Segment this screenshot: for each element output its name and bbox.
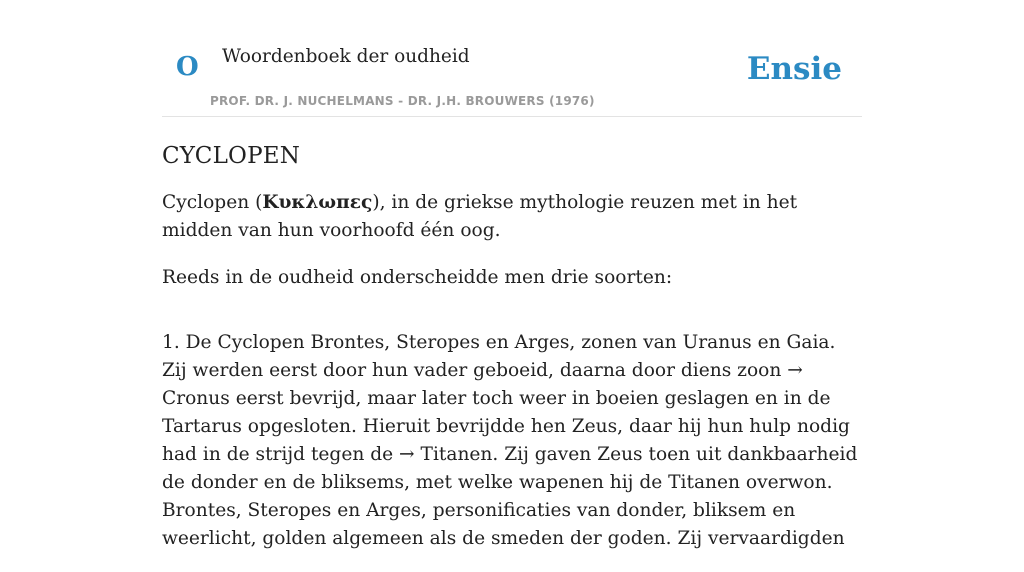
entry-paragraph bbox=[162, 189, 862, 245]
entry-paragraph: Reeds in de oudheid onderscheidde men drie soorten: bbox=[162, 267, 673, 288]
paragraph-text: Cyclopen ( bbox=[162, 192, 263, 213]
cross-reference-cronus-link[interactable]: → Cronus bbox=[162, 360, 803, 409]
entry-title: CYCLOPEN bbox=[162, 143, 301, 169]
paragraph-text: eerst bevrijd, maar later toch weer in boeien geslagen en in de Tartarus opgesloten. Hieruit bevrijdde hen Zeus, daar hij hun hulp nodig had in de strijd tegen de bbox=[162, 388, 850, 465]
book-authors: PROF. DR. J. NUCHELMANS - DR. J.H. BROUWERS (1976) bbox=[210, 94, 595, 108]
ensie-logo-link[interactable]: Ensie bbox=[746, 51, 842, 87]
page-header bbox=[162, 0, 862, 117]
letter-index-link[interactable]: O bbox=[176, 52, 199, 82]
cross-reference-titanen-link[interactable]: → Titanen bbox=[399, 444, 493, 465]
paragraph-text: ), in de griekse mythologie reuzen met in het midden van hun voorhoofd één oog. bbox=[162, 192, 798, 241]
book-title-link[interactable]: Woordenboek der oudheid bbox=[222, 46, 470, 67]
paragraph-text: 1. De Cyclopen Brontes, Steropes en Arges, zonen van Uranus en Gaia. Zij werden eerst door hun vader geboeid, daarna door diens zoon bbox=[162, 332, 836, 381]
greek-term: Κυκλωπες bbox=[262, 192, 373, 213]
page bbox=[162, 0, 862, 572]
entry-paragraph bbox=[162, 329, 862, 553]
paragraph-text: . Zij gaven Zeus toen uit dankbaarheid de donder en de bliksems, met welke wapenen hij de Titanen overwon. Brontes, Steropes en Arges, personificaties van donder, bliksem en weerlicht, golden algemeen als de smeden der goden. Zij vervaardigden bbox=[162, 444, 858, 549]
entry-content bbox=[162, 189, 862, 553]
